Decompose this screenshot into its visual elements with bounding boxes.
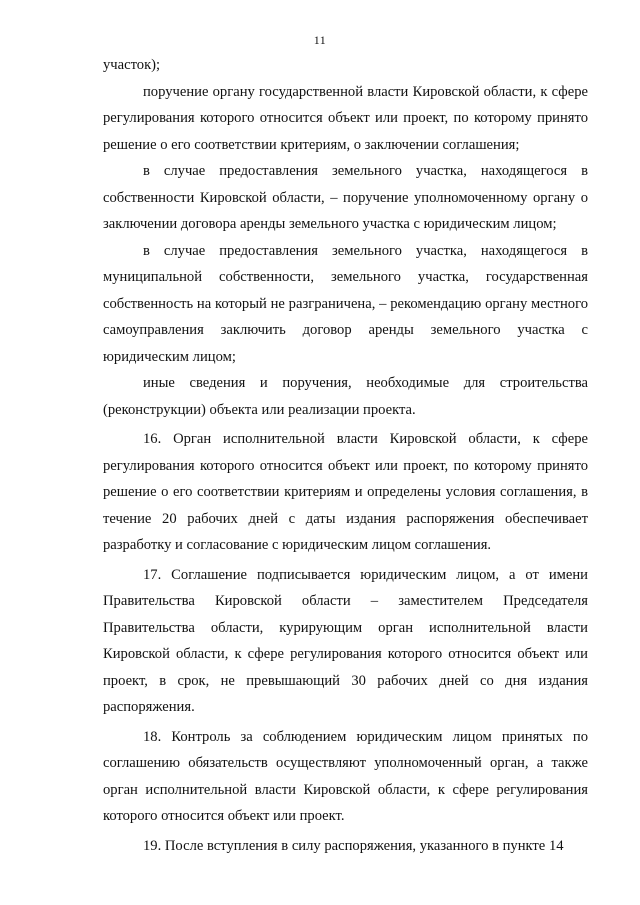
paragraph-item-18: 18. Контроль за соблюдением юридическим лицом принятых по соглашению обязательств осуществляют уполномоченный орган, а также орган исполнительной власти Кировской области, к сфере регулирования которого относится объект или проект. (103, 728, 588, 824)
paragraph-item-16: 16. Орган исполнительной власти Кировской области, к сфере регулирования которого относится объект или проект, по которому принято решение о его соответствии критериям и определены условия соглашения, в течение 20 рабочих дней с даты издания распоряжения обеспечивает разработку и согласование с юридическим лицом соглашения. (103, 431, 588, 553)
paragraph-continuation: участок); (103, 57, 161, 73)
document-body (103, 52, 588, 859)
page-number: 11 (313, 33, 327, 47)
paragraph-other-info: иные сведения и поручения, необходимые для строительства (реконструкции) объекта или реализации проекта. (103, 375, 588, 418)
paragraph-instruction-authority: поручение органу государственной власти Кировской области, к сфере регулирования которого относится объект или проект, по которому принято решение о его соответствии критериям, о заключении соглашения; (103, 83, 588, 153)
paragraph-item-17: 17. Соглашение подписывается юридическим лицом, а от имени Правительства Кировской области – заместителем Председателя Правительства области, курирующим орган исполнительной власти Кировской области, к сфере регулирования которого относится объект или проект, в срок, не превышающий 30 рабочих дней со дня издания распоряжения. (103, 566, 588, 715)
paragraph-regional-land: в случае предоставления земельного участка, находящегося в собственности Кировской области, – поручение уполномоченному органу о заключении договора аренды земельного участка с юридическим лицом; (103, 163, 588, 232)
paragraph-item-19: 19. После вступления в силу распоряжения, указанного в пункте 14 (143, 837, 564, 854)
paragraph-municipal-land: в случае предоставления земельного участка, находящегося в муниципальной собственности, земельного участка, государственная собственность на который не разграничена, – рекомендацию органу местного самоуправления заключить договор аренды земельного участка с юридическим лицом; (103, 242, 588, 365)
